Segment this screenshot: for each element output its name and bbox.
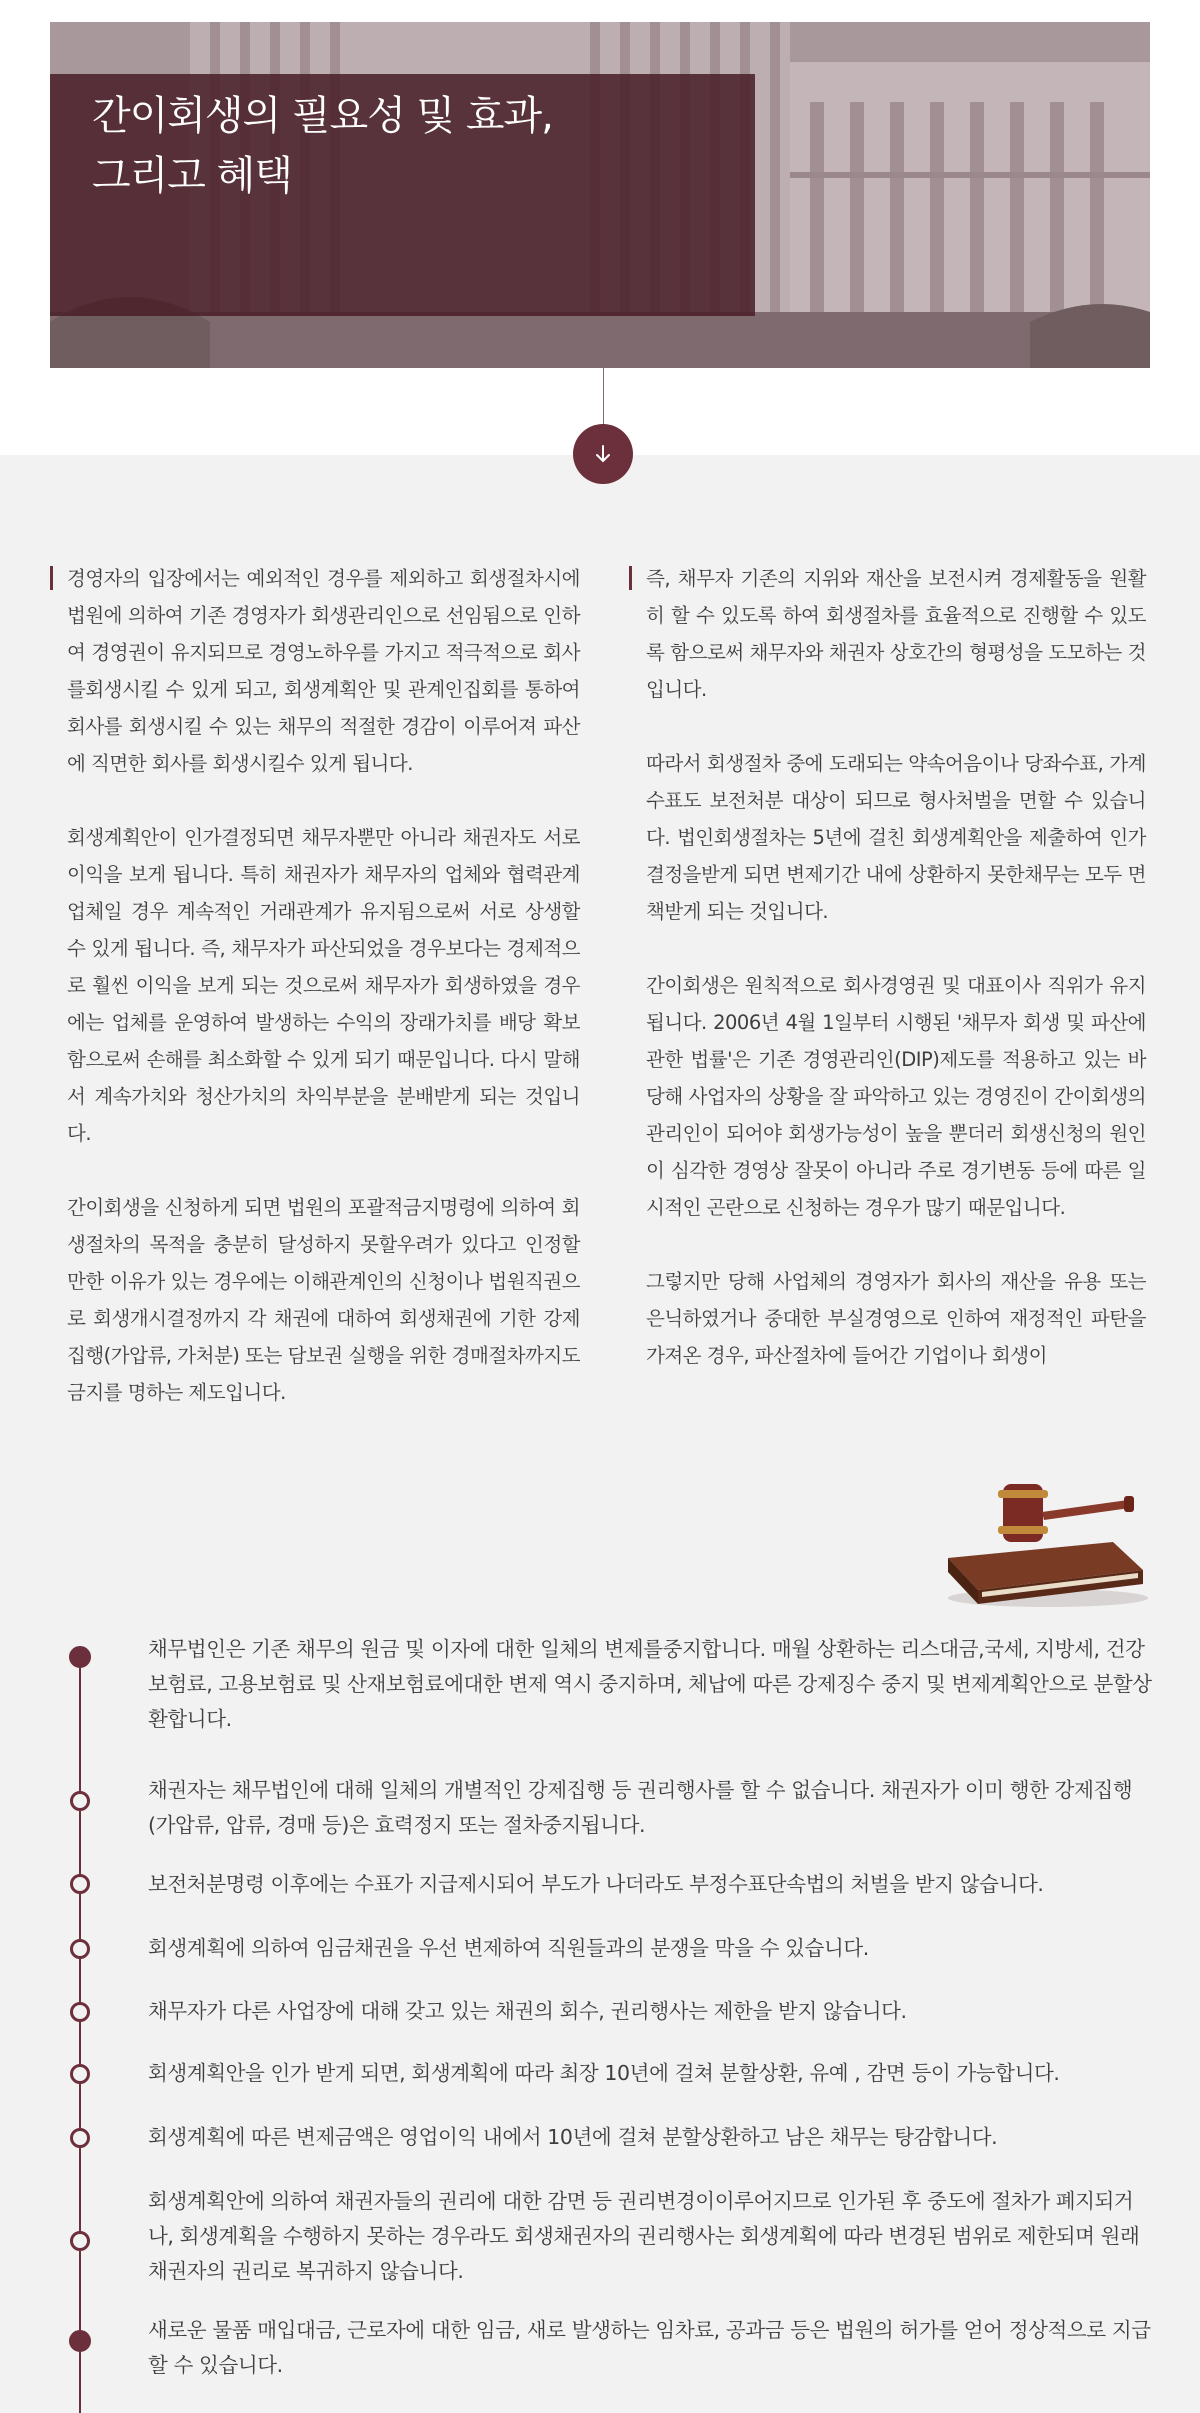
title-line-1: 간이회생의 필요성 및 효과, [92, 93, 553, 139]
arrow-down-icon [591, 442, 615, 466]
right-text-column [646, 560, 1146, 1411]
page-title [92, 86, 553, 206]
timeline-item: 회생계획안에 의하여 채권자들의 권리에 대한 감면 등 권리변경이이루어지므로 인가된 후 중도에 절차가 폐지되거나, 회생계획을 수행하지 못하는 경우라도 회생채권자의 권리행사는 회생계획에 따라 변경된 범위로 제한되며 원래 채권자의 권리로 복귀하지 않습니다. [148, 2189, 1140, 2283]
paragraph: 그렇지만 당해 사업체의 경영자가 회사의 재산을 유용 또는 은닉하였거나 중대한 부실경영으로 인하여 재정적인 파탄을 가져온 경우, 파산절차에 들어간 기업이나 회생이 [646, 1270, 1146, 1367]
paragraph: 따라서 회생절차 중에 도래되는 약속어음이나 당좌수표, 가계수표도 보전처분 대상이 되므로 형사처벌을 면할 수 있습니다. 법인회생절차는 5년에 걸친 회생계획안을 제출하여 인가결정을받게 되면 변제기간 내에 상환하지 못한채무는 모두 면책받게 되는 것입니다. [646, 752, 1146, 923]
timeline-line [79, 1655, 81, 2413]
left-text-column [67, 560, 580, 1448]
timeline-dot [70, 1874, 90, 1894]
timeline-dot [70, 2002, 90, 2022]
paragraph: 즉, 채무자 기존의 지위와 재산을 보전시켜 경제활동을 원활히 할 수 있도록 하여 회생절차를 효율적으로 진행할 수 있도록 함으로써 채무자와 채권자 상호간의 형평성을 도모하는 것입니다. [646, 567, 1146, 701]
timeline-dot [70, 2231, 90, 2251]
column-marker [50, 566, 53, 590]
timeline-dot [69, 2330, 91, 2352]
timeline-item: 채권자는 채무법인에 대해 일체의 개별적인 강제집행 등 권리행사를 할 수 없습니다. 채권자가 이미 행한 강제집행(가압류, 압류, 경매 등)은 효력정지 또는 절차중지됩니다. [148, 1778, 1133, 1837]
timeline-item: 새로운 물품 매입대금, 근로자에 대한 임금, 새로 발생하는 임차료, 공과금 등은 법원의 허가를 얻어 정상적으로 지급할 수 있습니다. [148, 2318, 1151, 2377]
column-marker [629, 566, 632, 590]
scroll-down-button[interactable] [573, 424, 633, 484]
timeline-dot [70, 1939, 90, 1959]
paragraph: 회생계획안이 인가결정되면 채무자뿐만 아니라 채권자도 서로 이익을 보게 됩니다. 특히 채권자가 채무자의 업체와 협력관계업체일 경우 계속적인 거래관계가 유지됨으로써 서로 상생할 수 있게 됩니다. 즉, 채무자가 파산되었을 경우보다는 경제적으로 훨씬 이익을 보게 되는 것으로써 채무자가 회생하였을 경우에는 업체를 운영하여 발생하는 수익의 장래가치를 배당 확보함으로써 손해를 최소화할 수 있게 되기 때문입니다. 다시 말해서 계속가치와 청산가치의 차익부분을 분배받게 되는 것입니다. [67, 826, 580, 1145]
timeline-item: 채무법인은 기존 채무의 원금 및 이자에 대한 일체의 변제를중지합니다. 매월 상환하는 리스대금,국세, 지방세, 건강보험료, 고용보험료 및 산재보험료에대한 변제 역시 중지하며, 체납에 따른 강제징수 중지 및 변제계획안으로 분할상환합니다. [148, 1637, 1152, 1731]
paragraph: 간이회생을 신청하게 되면 법원의 포괄적금지명령에 의하여 회생절차의 목적을 충분히 달성하지 못할우려가 있다고 인정할 만한 이유가 있는 경우에는 이해관계인의 신청이나 법원직권으로 회생개시결정까지 각 채권에 대하여 회생채권에 기한 강제집행(가압류, 가처분) 또는 담보권 실행을 위한 경매절차까지도 금지를 명하는 제도입니다. [67, 1196, 580, 1404]
timeline-item: 회생계획안을 인가 받게 되면, 회생계획에 따라 최장 10년에 걸쳐 분할상환, 유예 , 감면 등이 가능합니다. [148, 2061, 1060, 2085]
timeline-item: 보전처분명령 이후에는 수표가 지급제시되어 부도가 나더라도 부정수표단속법의 처벌을 받지 않습니다. [148, 1872, 1044, 1896]
timeline-dot [70, 2128, 90, 2148]
timeline-dot [70, 1791, 90, 1811]
timeline-item: 채무자가 다른 사업장에 대해 갖고 있는 채권의 회수, 권리행사는 제한을 받지 않습니다. [148, 1999, 907, 2023]
timeline-item: 회생계획에 따른 변제금액은 영업이익 내에서 10년에 걸쳐 분할상환하고 남은 채무는 탕감합니다. [148, 2125, 998, 2149]
title-line-2: 그리고 혜택 [92, 153, 292, 199]
paragraph: 경영자의 입장에서는 예외적인 경우를 제외하고 회생절차시에 법원에 의하여 기존 경영자가 회생관리인으로 선임됨으로 인하여 경영권이 유지되므로 경영노하우를 가지고 적극적으로 회사를회생시킬 수 있게 되고, 회생계획안 및 관계인집회를 통하여 회사를 회생시킬 수 있는 채무의 적절한 경감이 이루어져 파산에 직면한 회사를 회생시킬수 있게 됩니다. [67, 567, 580, 775]
timeline-item: 회생계획에 의하여 임금채권을 우선 변제하여 직원들과의 분쟁을 막을 수 있습니다. [148, 1936, 869, 1960]
timeline-dot [69, 1646, 91, 1668]
hero-banner [50, 22, 1150, 368]
timeline-dot [70, 2064, 90, 2084]
gavel-icon [938, 1480, 1153, 1610]
paragraph: 간이회생은 원칙적으로 회사경영권 및 대표이사 직위가 유지됩니다. 2006년 4월 1일부터 시행된 '채무자 회생 및 파산에 관한 법률'은 기존 경영관리인(DIP)제도를 적용하고 있는 바 당해 사업자의 상황을 잘 파악하고 있는 경영진이 간이회생의 관리인이 되어야 회생가능성이 높을 뿐더러 회생신청의 원인이 심각한 경영상 잘못이 아니라 주로 경기변동 등에 따른 일시적인 곤란으로 신청하는 경우가 많기 때문입니다. [646, 974, 1146, 1219]
